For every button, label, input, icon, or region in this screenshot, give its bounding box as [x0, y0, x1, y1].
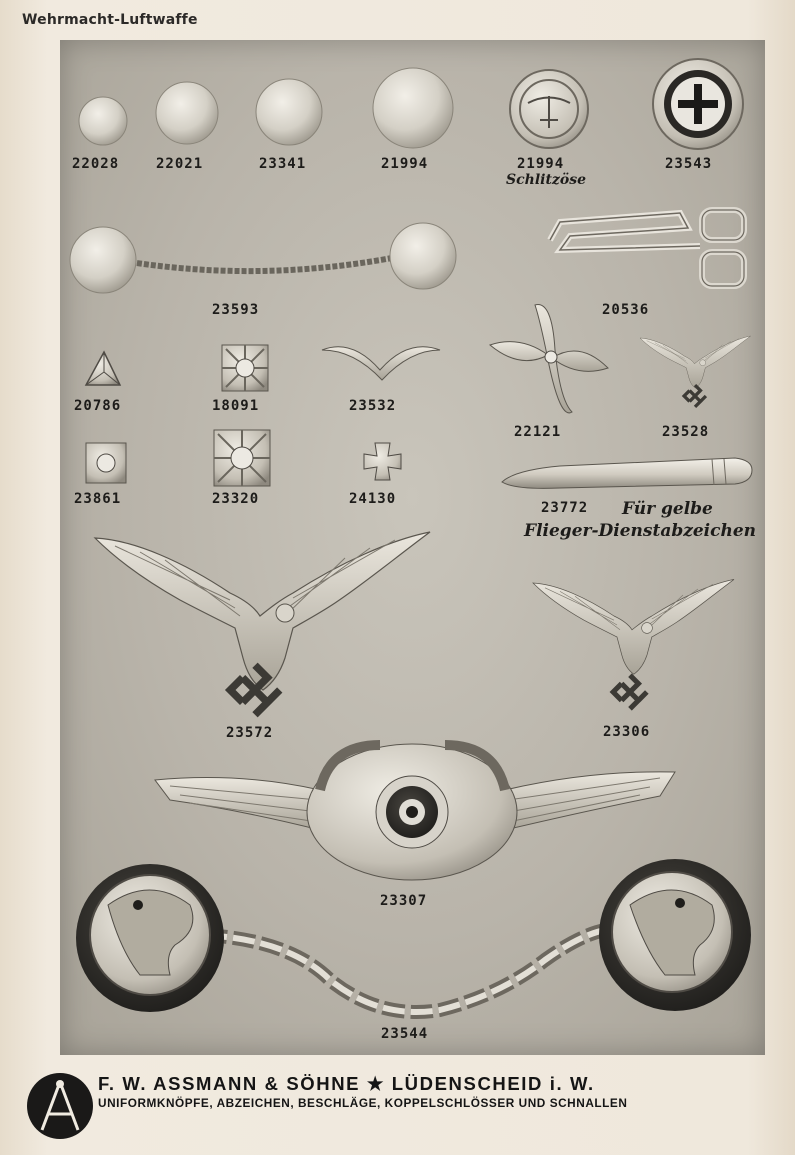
eagle-head-cape-clasp-icon: [76, 859, 751, 1012]
item-number: 23861: [74, 491, 122, 507]
item-number: 23341: [259, 156, 307, 172]
item-number: 23532: [349, 398, 397, 414]
item-number: 21994: [517, 156, 565, 172]
square-pip-icon: [86, 443, 126, 483]
gull-wing-icon: [322, 347, 440, 380]
footer-company: F. W. ASSMANN & SÖHNE ★ LÜDENSCHEID i. W.: [98, 1073, 595, 1094]
button-22028-icon: [79, 97, 127, 145]
item-note: Für gelbe: [622, 499, 713, 519]
item-note: Flieger-Dienstabzeichen: [524, 521, 757, 541]
rank-star-18091-icon: [222, 345, 268, 391]
item-number: 20536: [602, 302, 650, 318]
tube-icon: [502, 458, 752, 488]
compass-logo-icon: [27, 1073, 93, 1139]
item-number: 20786: [74, 398, 122, 414]
winged-wreath-cap-badge-icon: [155, 744, 675, 880]
item-number: 22021: [156, 156, 204, 172]
cross-button-icon: [653, 59, 743, 149]
item-number: 23572: [226, 725, 274, 741]
small-eagle-icon: [640, 336, 751, 407]
clip-20536-icon: [550, 210, 744, 286]
item-number: 21994: [381, 156, 429, 172]
button-23341-icon: [256, 79, 322, 145]
chain-button-pair-icon: [70, 223, 456, 293]
item-number: 18091: [212, 398, 260, 414]
item-number: 22028: [72, 156, 120, 172]
item-number: 23543: [665, 156, 713, 172]
large-eagle-icon: [95, 532, 430, 715]
item-note: Schlitzöse: [506, 172, 586, 188]
item-number: 23544: [381, 1026, 429, 1042]
page-header-title: Wehrmacht-Luftwaffe: [22, 12, 198, 28]
medium-eagle-icon: [533, 579, 734, 708]
item-number: 23306: [603, 724, 651, 740]
button-21994-icon: [373, 68, 453, 148]
item-number: 23320: [212, 491, 260, 507]
triangle-pip-icon: [86, 352, 120, 385]
item-number: 23593: [212, 302, 260, 318]
small-cross-icon: [364, 443, 401, 480]
item-number: 23528: [662, 424, 710, 440]
footer-products: UNIFORMKNÖPFE, ABZEICHEN, BESCHLÄGE, KOPPELSCHLÖSSER UND SCHNALLEN: [98, 1096, 628, 1110]
item-number: 22121: [514, 424, 562, 440]
propeller-badge-icon: [490, 305, 608, 413]
item-number: 23307: [380, 893, 428, 909]
item-number: 23772: [541, 500, 589, 516]
item-number: 24130: [349, 491, 397, 507]
emblem-button-icon: [510, 70, 588, 148]
large-rank-star-icon: [214, 430, 270, 486]
button-22021-icon: [156, 82, 218, 144]
